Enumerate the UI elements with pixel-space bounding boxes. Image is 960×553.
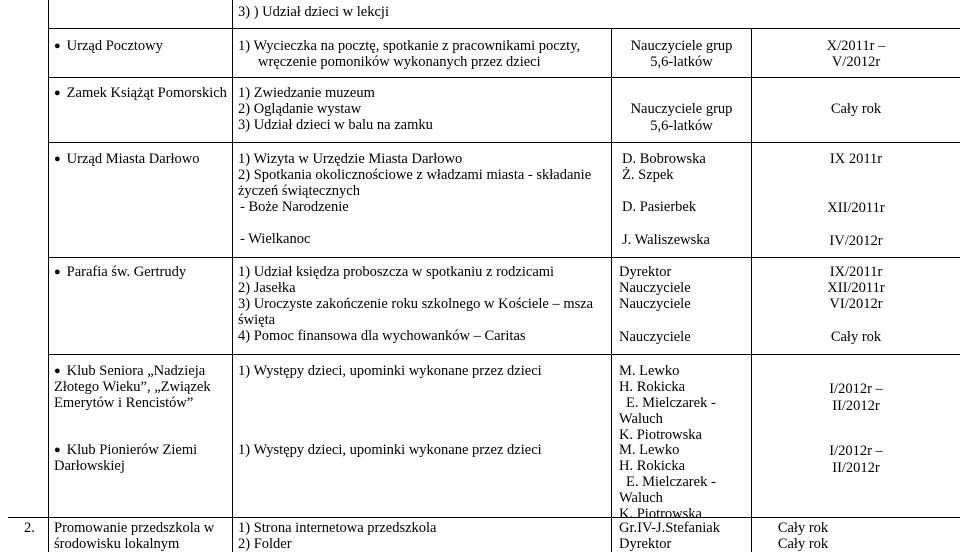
responsible-person: 5,6-latków — [650, 54, 713, 70]
date-value: Cały rok — [830, 101, 882, 117]
date-value: XII/2011r — [827, 280, 885, 296]
activity-line: - Boże Narodzenie — [240, 199, 349, 215]
responsible-person: J. Waliszewska — [622, 232, 710, 248]
date-value: XII/2011r — [827, 200, 885, 216]
activity-line: 4) Pomoc finansowa dla wychowanków – Caritas — [238, 328, 526, 344]
activity-line: święta — [238, 312, 276, 328]
activity-line: - Wielkanoc — [240, 231, 311, 247]
date-value: V/2012r — [831, 54, 881, 70]
partner-name: Złotego Wieku”, „Związek — [54, 379, 211, 395]
date-value: Cały rok — [830, 329, 882, 345]
section-header: 3) ) Udział dzieci w lekcji — [238, 4, 389, 20]
row-border-4 — [48, 354, 960, 355]
activity-line: wręczenie pomoników wykonanych przez dzieci — [258, 54, 541, 70]
date-value: I/2012r – — [829, 381, 883, 397]
activity-line: 1) Udział księdza proboszcza w spotkaniu z rodzicami — [238, 264, 555, 280]
responsible-person: Nauczyciele — [619, 280, 691, 296]
activity-line: 3) Udział dzieci w balu na zamku — [238, 117, 433, 133]
responsible-person: Nauczyciele — [619, 296, 691, 312]
responsible-person: D. Bobrowska — [622, 151, 706, 167]
partner-name: Darłowskiej — [54, 458, 125, 474]
activity-line: 2) Jasełka — [238, 280, 296, 296]
partner-name: ● Klub Pionierów Ziemi — [54, 442, 197, 460]
activity-line: 2) Oglądanie wystaw — [238, 101, 362, 117]
partner-name: ● Zamek Książąt Pomorskich — [54, 85, 227, 103]
table-left-border — [48, 0, 49, 552]
column-divider-partner — [232, 0, 233, 552]
partner-name: Promowanie przedszkola w — [54, 520, 215, 536]
header-bottom-border — [48, 28, 960, 29]
responsible-person: Dyrektor — [619, 264, 672, 280]
row-border-2 — [48, 142, 960, 143]
activity-line: 2) Folder — [238, 536, 292, 552]
responsible-person: E. Mielczarek - — [626, 474, 716, 490]
date-value: IX/2011r — [829, 264, 883, 280]
date-value: II/2012r — [832, 460, 880, 476]
row-border-5 — [8, 517, 960, 518]
partner-name: ● Klub Seniora „Nadzieja — [54, 363, 205, 381]
responsible-person: K. Piotrowska — [619, 506, 702, 522]
responsible-person: H. Rokicka — [619, 379, 686, 395]
activity-line: 1) Występy dzieci, upominki wykonane przez dzieci — [238, 442, 542, 458]
date-value: I/2012r – — [829, 443, 883, 459]
date-value: Cały rok — [777, 520, 829, 536]
partner-name: Emerytów i Rencistów” — [54, 395, 194, 411]
responsible-person: Gr.IV-J.Stefaniak — [619, 520, 720, 536]
responsible-person: Waluch — [619, 411, 663, 427]
date-value: Cały rok — [777, 536, 829, 552]
activity-line: 3) Uroczyste zakończenie roku szkolnego w Kościele – msza — [238, 296, 594, 312]
responsible-person: Nauczyciele grup — [630, 101, 733, 117]
partner-name: środowisku lokalnym — [54, 536, 180, 552]
date-value: X/2011r – — [826, 38, 886, 54]
activity-line: 1) Wycieczka na pocztę, spotkanie z pracownikami poczty, — [238, 38, 581, 54]
activity-line: 1) Zwiedzanie muzeum — [238, 85, 375, 101]
responsible-person: K. Piotrowska — [619, 427, 702, 443]
responsible-person: D. Pasierbek — [622, 199, 697, 215]
partner-name: ● Parafia św. Gertrudy — [54, 264, 186, 282]
activity-line: życzeń świątecznych — [238, 183, 360, 199]
responsible-person: 5,6-latków — [650, 118, 713, 134]
activity-line: 1) Strona internetowa przedszkola — [238, 520, 437, 536]
responsible-person: Waluch — [619, 490, 663, 506]
row-border-3 — [48, 257, 960, 258]
activity-line: 1) Wizyta w Urzędzie Miasta Darłowo — [238, 151, 463, 167]
responsible-person: Nauczyciele — [619, 329, 691, 345]
date-value: VI/2012r — [829, 296, 883, 312]
activity-line: 1) Występy dzieci, upominki wykonane przez dzieci — [238, 363, 542, 379]
responsible-person: Dyrektor — [619, 536, 672, 552]
row-border-1 — [48, 77, 960, 78]
partner-name: ● Urząd Pocztowy — [54, 38, 163, 56]
responsible-person: H. Rokicka — [619, 458, 686, 474]
activity-line: 2) Spotkania okolicznościowe z władzami miasta - składanie — [238, 167, 592, 183]
responsible-person: Nauczyciele grup — [630, 38, 733, 54]
responsible-person: M. Lewko — [619, 363, 680, 379]
partner-name: ● Urząd Miasta Darłowo — [54, 151, 200, 169]
row-number: 2. — [24, 520, 35, 536]
date-value: IX 2011r — [829, 151, 883, 167]
responsible-person: Ż. Szpek — [622, 167, 674, 183]
responsible-person: M. Lewko — [619, 442, 680, 458]
responsible-person: E. Mielczarek - — [626, 395, 716, 411]
date-value: II/2012r — [832, 398, 880, 414]
date-value: IV/2012r — [829, 233, 883, 249]
